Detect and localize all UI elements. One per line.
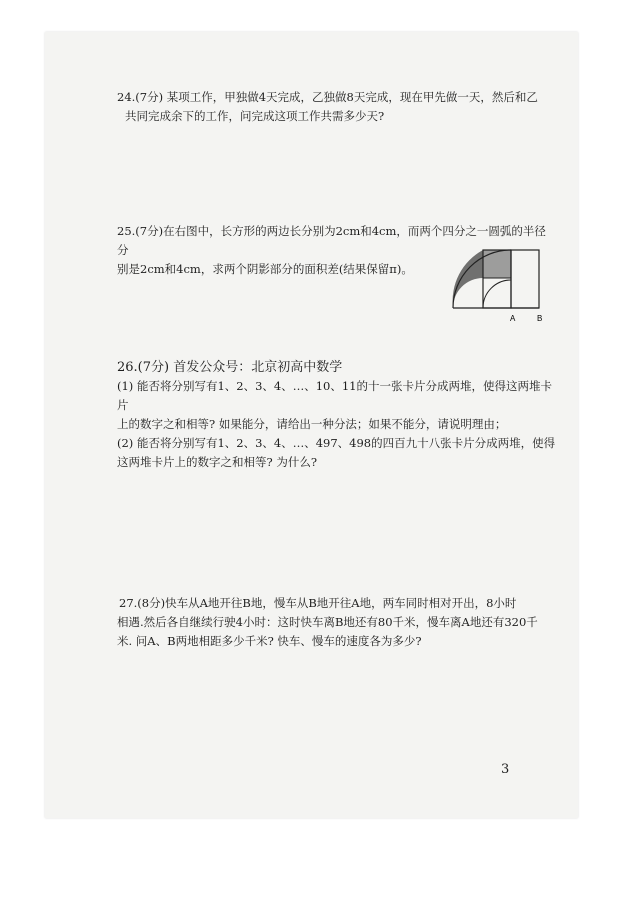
question-26 [117,358,557,472]
question-25-line-2: 别是2cm和4cm，求两个阴影部分的面积差(结果保留π)。 [117,262,413,276]
geometry-figure [449,246,561,326]
small-arc [483,280,511,308]
figure-label-b: B [537,314,543,323]
big-rectangle [511,250,539,308]
question-26-line-1: (1) 能否将分别写有1、2、3、4、…、10、11的十一张卡片分成两堆，使得这两堆卡片 [117,379,552,412]
question-26-heading: 26.(7分) 首发公众号：北京初高中数学 [117,360,343,375]
shaded-square [483,250,511,278]
question-27-line-3: 米. 问A、B两地相距多少千米? 快车、慢车的速度各为多少? [117,634,422,648]
page-number: 3 [501,762,510,777]
shaded-region-left [453,250,483,308]
question-26-line-3: (2) 能否将分别写有1、2、3、4、…、497、498的四百九十八张卡片分成两堆，使得 [117,436,556,450]
question-24-line-2: 共同完成余下的工作，问完成这项工作共需多少天? [125,109,385,123]
figure-label-a: A [510,314,516,323]
question-25-line-1: 25.(7分)在右图中，长方形的两边长分别为2cm和4cm，而两个四分之一圆弧的半径分 [117,224,546,257]
question-24-line-1: 24.(7分) 某项工作，甲独做4天完成，乙独做8天完成，现在甲先做一天，然后和乙 [117,90,538,104]
question-27-line-1: 27.(8分)快车从A地开往B地，慢车从B地开往A地，两车同时相对开出，8小时 [119,596,517,610]
question-24 [117,88,547,126]
exam-page [45,32,578,818]
question-26-line-2: 上的数字之和相等? 如果能分，请给出一种分法；如果不能分，请说明理由； [117,417,507,431]
question-26-line-4: 这两堆卡片上的数字之和相等? 为什么? [117,455,317,469]
question-27 [117,594,557,651]
question-27-line-2: 相遇.然后各自继续行驶4小时：这时快车离B地还有80千米，慢车离A地还有320千 [117,615,538,629]
